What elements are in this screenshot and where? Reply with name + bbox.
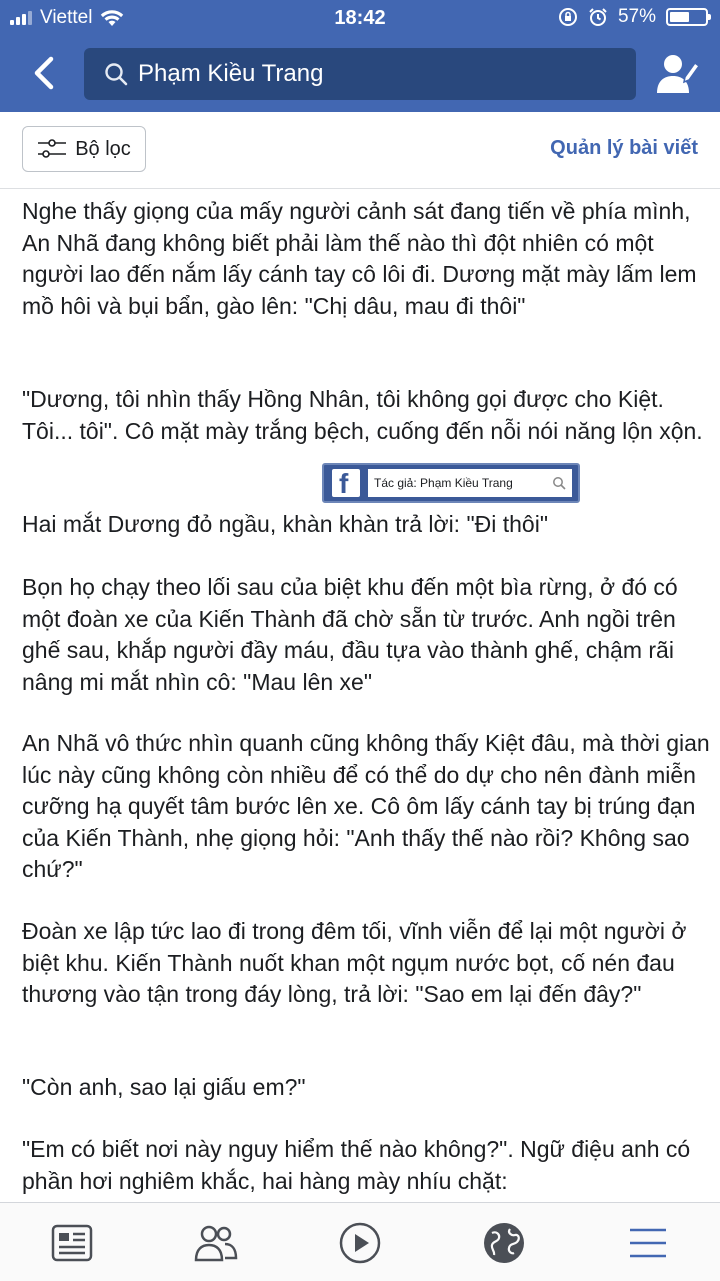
manage-posts-link[interactable]: Quản lý bài viết xyxy=(550,137,698,159)
search-input[interactable] xyxy=(84,48,636,100)
filter-label: Bộ lọc xyxy=(75,137,131,160)
chevron-left-icon xyxy=(33,56,55,90)
profile-edit-button[interactable] xyxy=(650,46,706,100)
news-feed-icon xyxy=(51,1224,93,1262)
tab-watch[interactable] xyxy=(336,1219,384,1267)
watch-icon xyxy=(338,1221,382,1265)
person-edit-icon xyxy=(656,51,700,95)
article-paragraph: Nghe thấy giọng của mấy người cảnh sát đang tiến về phía mình, An Nhã đang không biết phải làm thế nào thì đột nhiên có một người lao đến nắm lấy cánh tay cô lôi đi. Dương mặt mày lấm lem mồ hôi và bụi bẩn, gào lên: "Chị dâu, mau đi thôi" xyxy=(22,198,697,319)
bottom-tab-bar xyxy=(0,1202,720,1281)
watermark-field xyxy=(368,469,572,497)
article-paragraph: Đoàn xe lập tức lao đi trong đêm tối, vĩnh viễn để lại một người ở biệt khu. Kiến Thành nuốt khan một ngụm nước bọt, cố nén đau thương vào tận trong đáy lòng, trả lời: "Sao em lại đến đây?" xyxy=(22,918,687,1007)
globe-icon xyxy=(482,1221,526,1265)
tab-menu[interactable] xyxy=(624,1219,672,1267)
status-time: 18:42 xyxy=(334,7,386,29)
battery-icon xyxy=(666,8,708,26)
menu-icon xyxy=(628,1227,668,1259)
filter-bar xyxy=(0,112,720,189)
search-query-text: Phạm Kiều Trang xyxy=(138,60,324,87)
friends-icon xyxy=(194,1223,238,1263)
app-header xyxy=(0,0,720,112)
filter-button[interactable] xyxy=(22,126,146,172)
article-paragraph: "Dương, tôi nhìn thấy Hồng Nhân, tôi không gọi được cho Kiệt. Tôi... tôi". Cô mặt mày trắng bệch, cuống đến nỗi nói năng lộn xộn. xyxy=(22,386,703,444)
search-icon xyxy=(552,476,566,490)
tab-explore[interactable] xyxy=(480,1219,528,1267)
battery-fill xyxy=(670,12,689,22)
article-paragraph: "Em có biết nơi này nguy hiểm thế nào không?". Ngữ điệu anh có phần hơi nghiêm khắc, hai hàng mày nhíu chặt: xyxy=(22,1136,691,1194)
tab-friends[interactable] xyxy=(192,1219,240,1267)
status-bar xyxy=(0,0,720,38)
author-watermark xyxy=(322,463,580,503)
battery-percent: 57% xyxy=(617,6,656,27)
article-paragraph: "Còn anh, sao lại giấu em?" xyxy=(22,1074,306,1100)
article-paragraph: Bọn họ chạy theo lối sau của biệt khu đến một bìa rừng, ở đó có một đoàn xe của Kiến Thành đã chờ sẵn từ trước. Anh ngồi trên ghế sau, khắp người đầy máu, đầu tựa vào thành ghế, chậm rãi nâng mi mắt nhìn cô: "Mau lên xe" xyxy=(22,574,678,695)
rotation-lock-icon xyxy=(558,7,578,27)
facebook-logo-icon: f xyxy=(332,469,360,497)
alarm-icon xyxy=(588,7,608,27)
article-paragraph: Hai mắt Dương đỏ ngầu, khàn khàn trả lời: "Đi thôi" xyxy=(22,511,548,537)
tab-news-feed[interactable] xyxy=(48,1219,96,1267)
filter-sliders-icon xyxy=(37,138,67,160)
watermark-text: Tác giả: Phạm Kiều Trang xyxy=(374,476,513,490)
article-paragraph: An Nhã vô thức nhìn quanh cũng không thấy Kiệt đâu, mà thời gian lúc này cũng không còn nhiều để có thể do dự cho nên đành miễn cưỡng hạ quyết tâm bước lên xe. Cô ôm lấy cánh tay bị trúng đạn của Kiến Thành, nhẹ giọng hỏi: "Anh thấy thế nào rồi? Không sao chứ?" xyxy=(22,730,710,882)
back-button[interactable] xyxy=(22,48,66,98)
search-icon xyxy=(104,62,128,86)
carrier-name: Viettel xyxy=(40,7,93,28)
